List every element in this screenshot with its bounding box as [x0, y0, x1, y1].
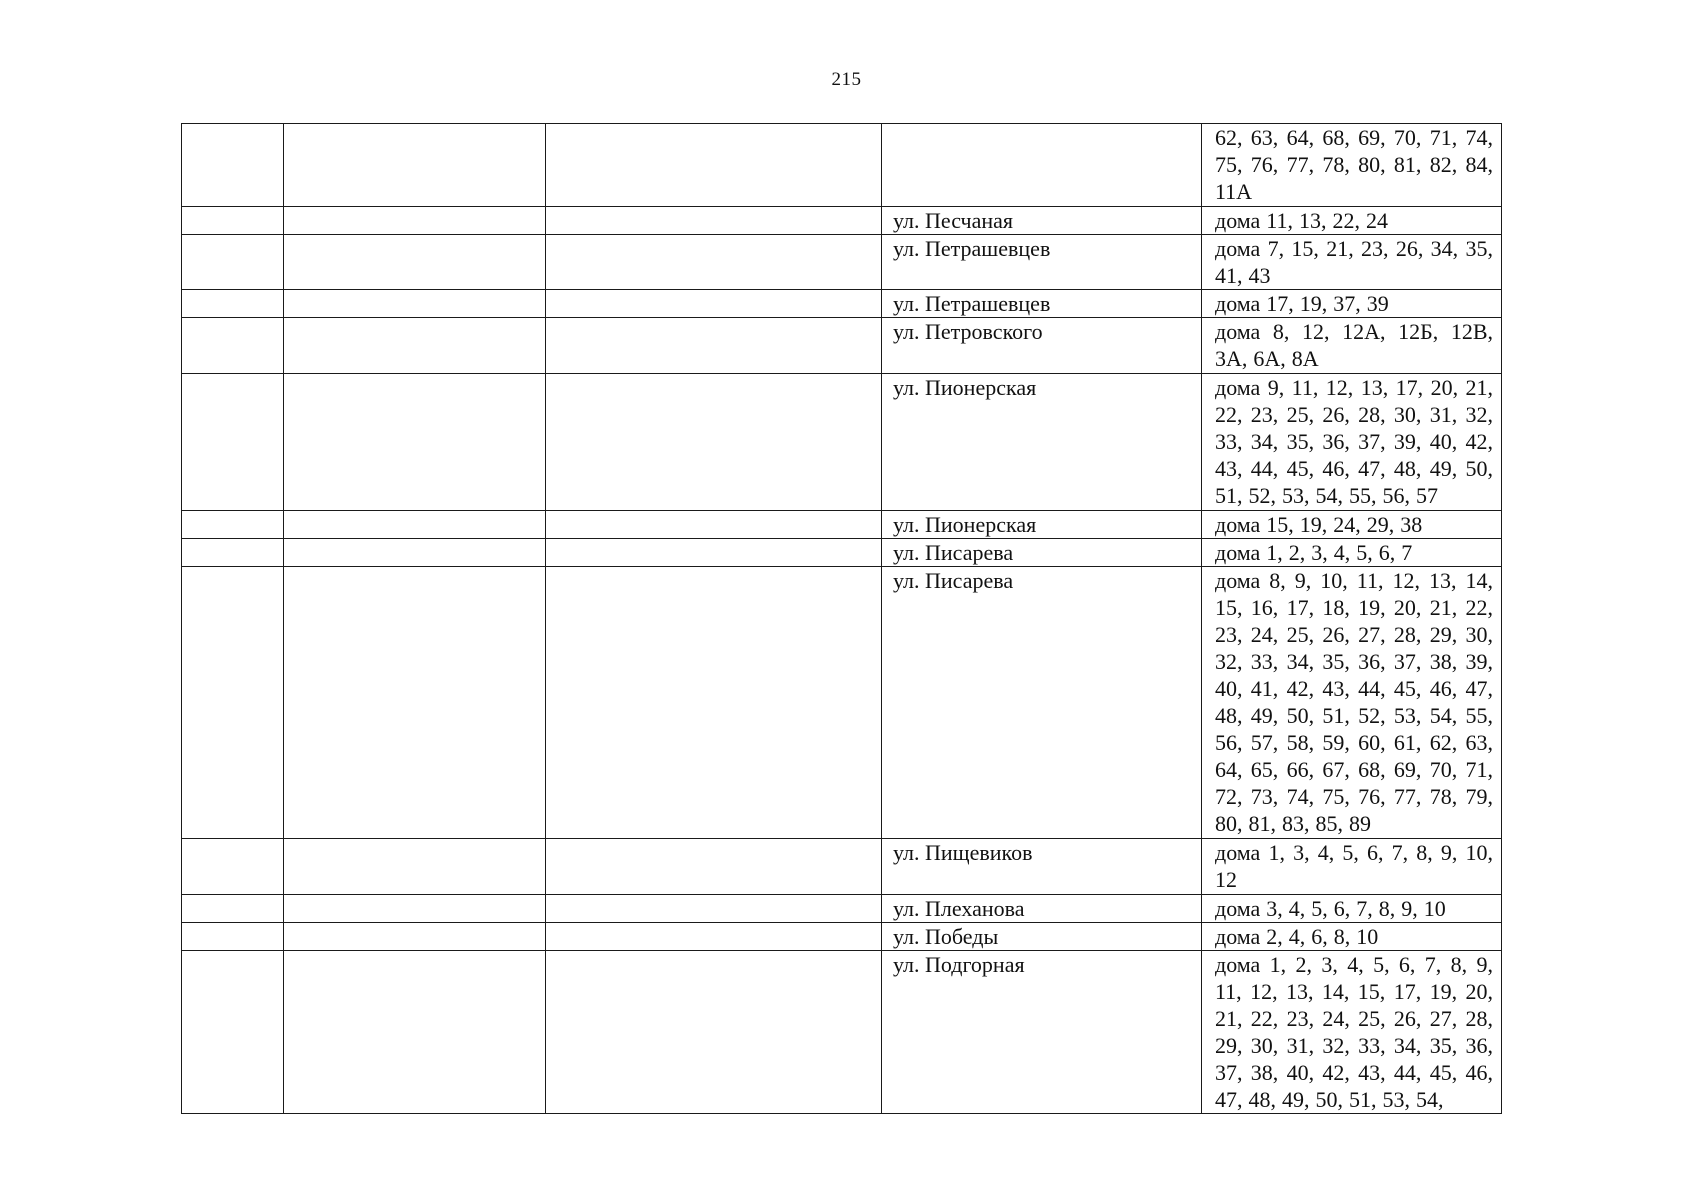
table-row	[182, 124, 1502, 207]
cell-number	[182, 290, 284, 318]
table-row	[182, 374, 1502, 511]
cell-district	[284, 290, 546, 318]
cell-district	[284, 895, 546, 923]
table-row	[182, 318, 1502, 374]
table-row	[182, 290, 1502, 318]
cell-organization	[546, 923, 882, 951]
house-numbers: дома 17, 19, 37, 39	[1202, 290, 1502, 318]
house-numbers: дома 2, 4, 6, 8, 10	[1202, 923, 1502, 951]
house-numbers: дома 8, 12, 12А, 12Б, 12В, 3А, 6А, 8А	[1202, 318, 1502, 374]
street-name: ул. Песчаная	[882, 207, 1202, 235]
cell-organization	[546, 567, 882, 839]
cell-district	[284, 207, 546, 235]
cell-organization	[546, 511, 882, 539]
cell-district	[284, 235, 546, 290]
cell-number	[182, 511, 284, 539]
house-numbers: дома 1, 3, 4, 5, 6, 7, 8, 9, 10, 12	[1202, 839, 1502, 895]
table-row	[182, 511, 1502, 539]
cell-number	[182, 207, 284, 235]
street-name: ул. Петрашевцев	[882, 235, 1202, 290]
street-name: ул. Петрашевцев	[882, 290, 1202, 318]
cell-number	[182, 951, 284, 1114]
street-name: ул. Писарева	[882, 567, 1202, 839]
street-name: ул. Писарева	[882, 539, 1202, 567]
table-row	[182, 235, 1502, 290]
cell-organization	[546, 207, 882, 235]
cell-organization	[546, 374, 882, 511]
house-numbers: дома 11, 13, 22, 24	[1202, 207, 1502, 235]
cell-number	[182, 539, 284, 567]
cell-number	[182, 923, 284, 951]
house-numbers: дома 7, 15, 21, 23, 26, 34, 35, 41, 43	[1202, 235, 1502, 290]
page-number: 215	[831, 69, 862, 90]
table-row	[182, 567, 1502, 839]
street-name: ул. Победы	[882, 923, 1202, 951]
house-numbers: дома 3, 4, 5, 6, 7, 8, 9, 10	[1202, 895, 1502, 923]
cell-district	[284, 318, 546, 374]
cell-organization	[546, 895, 882, 923]
cell-district	[284, 539, 546, 567]
house-numbers: дома 1, 2, 3, 4, 5, 6, 7, 8, 9, 11, 12, 13, 14, 15, 17, 19, 20, 21, 22, 23, 24, 25, 26, 27, 28, 29, 30, 31, 32, 33, 34, 35, 36, 37, 38, 40, 42, 43, 44, 45, 46, 47, 48, 49, 50, 51, 53, 54,	[1202, 951, 1502, 1114]
table-row	[182, 839, 1502, 895]
cell-organization	[546, 124, 882, 207]
cell-organization	[546, 290, 882, 318]
table-row	[182, 207, 1502, 235]
cell-organization	[546, 235, 882, 290]
cell-number	[182, 895, 284, 923]
street-name: ул. Пионерская	[882, 374, 1202, 511]
house-numbers: 62, 63, 64, 68, 69, 70, 71, 74, 75, 76, 77, 78, 80, 81, 82, 84, 11А	[1202, 124, 1502, 207]
street-name: ул. Подгорная	[882, 951, 1202, 1114]
cell-number	[182, 318, 284, 374]
cell-district	[284, 951, 546, 1114]
cell-district	[284, 511, 546, 539]
street-name	[882, 124, 1202, 207]
cell-district	[284, 374, 546, 511]
table-row	[182, 895, 1502, 923]
table-row	[182, 539, 1502, 567]
street-name: ул. Пионерская	[882, 511, 1202, 539]
cell-district	[284, 124, 546, 207]
cell-organization	[546, 839, 882, 895]
table-row	[182, 951, 1502, 1114]
house-numbers: дома 15, 19, 24, 29, 38	[1202, 511, 1502, 539]
cell-organization	[546, 318, 882, 374]
cell-number	[182, 235, 284, 290]
house-numbers: дома 9, 11, 12, 13, 17, 20, 21, 22, 23, 25, 26, 28, 30, 31, 32, 33, 34, 35, 36, 37, 39, 40, 42, 43, 44, 45, 46, 47, 48, 49, 50, 51, 52, 53, 54, 55, 56, 57	[1202, 374, 1502, 511]
cell-number	[182, 567, 284, 839]
cell-number	[182, 374, 284, 511]
cell-district	[284, 923, 546, 951]
address-table	[181, 123, 1502, 1114]
cell-organization	[546, 539, 882, 567]
street-name: ул. Пищевиков	[882, 839, 1202, 895]
street-name: ул. Петровского	[882, 318, 1202, 374]
house-numbers: дома 8, 9, 10, 11, 12, 13, 14, 15, 16, 17, 18, 19, 20, 21, 22, 23, 24, 25, 26, 27, 28, 29, 30, 32, 33, 34, 35, 36, 37, 38, 39, 40, 41, 42, 43, 44, 45, 46, 47, 48, 49, 50, 51, 52, 53, 54, 55, 56, 57, 58, 59, 60, 61, 62, 63, 64, 65, 66, 67, 68, 69, 70, 71, 72, 73, 74, 75, 76, 77, 78, 79, 80, 81, 83, 85, 89	[1202, 567, 1502, 839]
cell-organization	[546, 951, 882, 1114]
street-name: ул. Плеханова	[882, 895, 1202, 923]
cell-district	[284, 839, 546, 895]
table-row	[182, 923, 1502, 951]
cell-district	[284, 567, 546, 839]
cell-number	[182, 839, 284, 895]
cell-number	[182, 124, 284, 207]
house-numbers: дома 1, 2, 3, 4, 5, 6, 7	[1202, 539, 1502, 567]
